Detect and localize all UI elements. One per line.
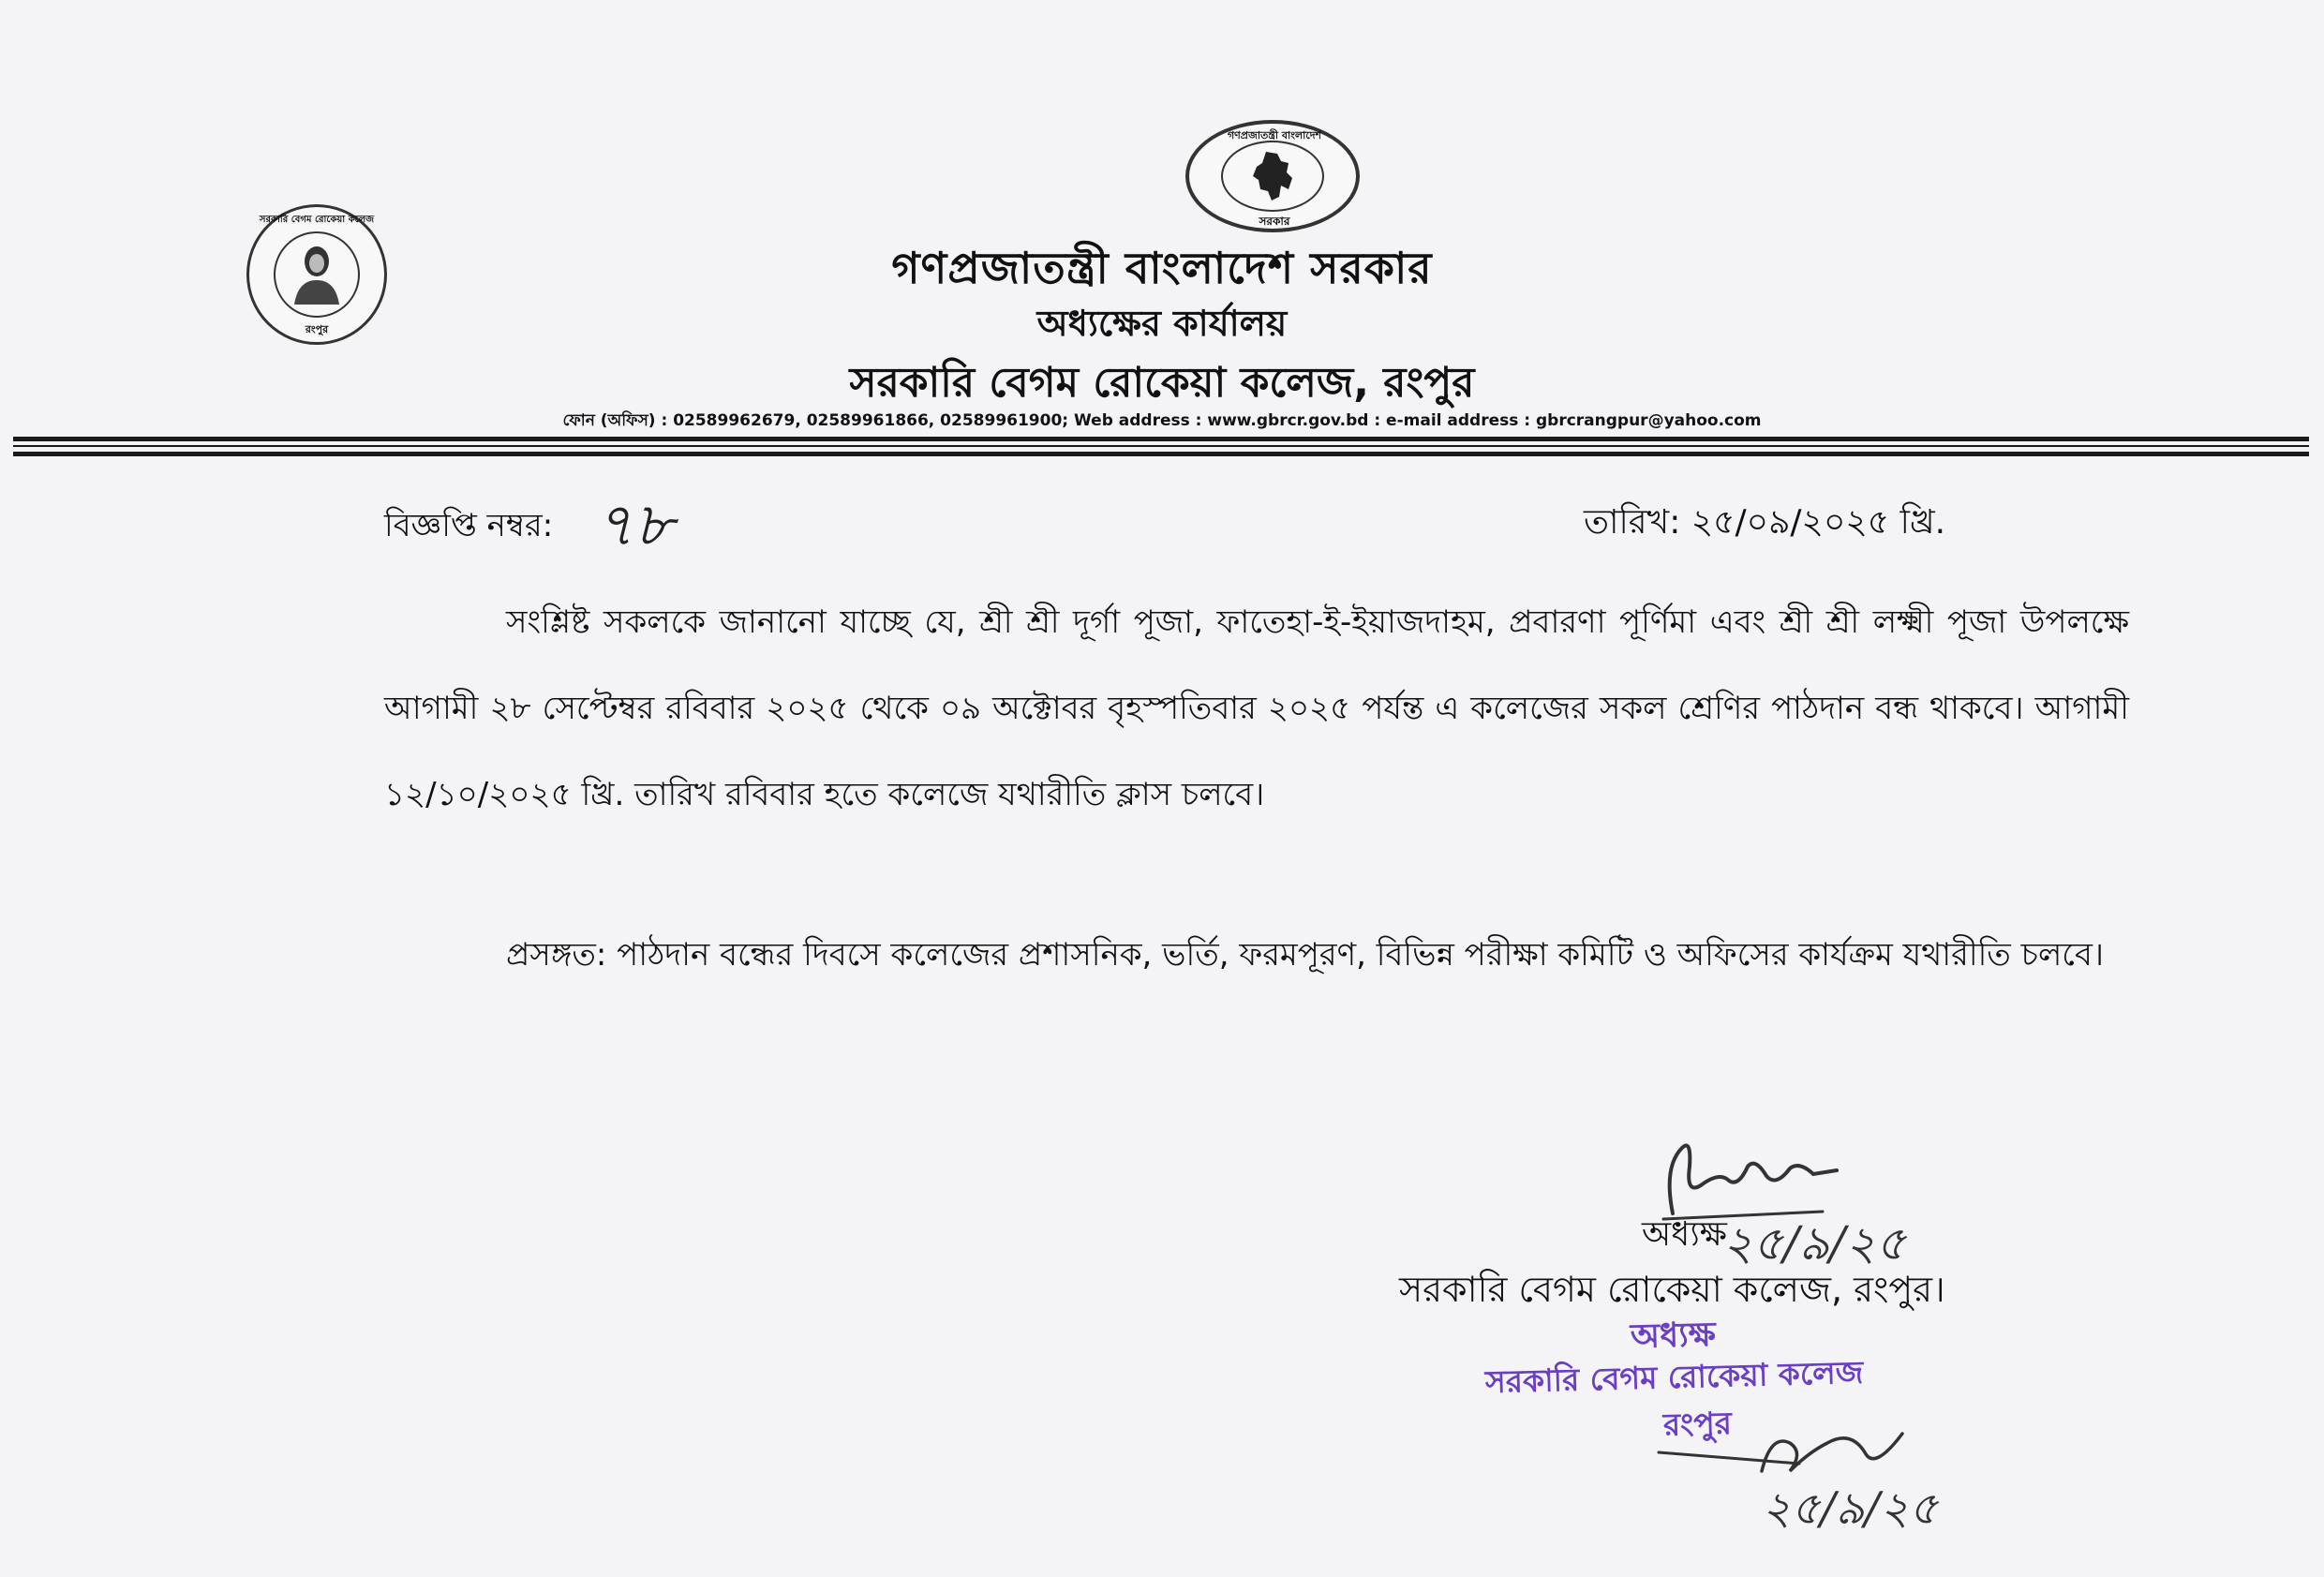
notice-paragraph-1: সংশ্লিষ্ট সকলকে জানানো যাচ্ছে যে, শ্রী শ্রী দূর্গা পূজা, ফাতেহা-ই-ইয়াজদাহম, প্রবারণা পূর্ণিমা এবং শ্রী শ্রী লক্ষ্মী পূজা উপলক্ষে আগামী ২৮ সেপ্টেম্বর রবিবার ২০২৫ থেকে ০৯ অক্টোবর বৃহস্পতিবার ২০২৫ পর্যন্ত এ কলেজের সকল শ্রেণির পাঠদান বন্ধ থাকবে। আগামী ১২/১০/২০২৫ খ্রি. তারিখ রবিবার হতে কলেজে যথারীতি ক্লাস চলবে। — [384, 603, 2129, 813]
letterhead-college-name: সরকারি বেগম রোকেয়া কলেজ, রংপুর — [849, 359, 1475, 407]
stamp-handwritten-date: ২৫/৯/২৫ — [1762, 1482, 1939, 1535]
letterhead-contact-info: ফোন (অফিস) : 02589962679, 02589961866, 02589961900; Web address : www.gbrcr.gov.bd : e-mail address : gbrcrangpur@yahoo.com — [562, 411, 1762, 430]
letterhead-office-name: অধ্যক্ষের কার্যালয় — [1036, 303, 1288, 344]
notice-paragraph-2: প্রসঙ্গত: পাঠদান বন্ধের দিবসে কলেজের প্রশাসনিক, ভর্তি, ফরমপূরণ, বিভিন্ন পরীক্ষা কমিটি ও অফিসের কার্যক্রম যথারীতি চলবে। — [506, 936, 2105, 974]
notice-date: তারিখ: ২৫/০৯/২০২৫ খ্রি. — [1584, 503, 1946, 542]
header-rule-top — [13, 437, 2309, 441]
stamp-college: সরকারি বেগম রোকেয়া কলেজ — [1484, 1353, 1864, 1401]
college-seal-top-text: সরকারি বেগম রোকেয়া কলেজ — [259, 215, 375, 225]
stamp-city: রংপুর — [1662, 1405, 1733, 1443]
government-seal-bottom-text: সরকার — [1259, 215, 1290, 228]
government-seal — [1185, 120, 1360, 232]
header-rule-bottom — [13, 452, 2309, 456]
signature-handwritten-date: ২৫/৯/২৫ — [1722, 1216, 1907, 1271]
government-seal-top-text: গণপ্রজাতন্ত্রী বাংলাদেশ — [1227, 129, 1322, 141]
signatory-designation: অধ্যক্ষ — [1642, 1215, 1727, 1254]
bangladesh-map-icon — [1245, 148, 1302, 204]
signatory-college: সরকারি বেগম রোকেয়া কলেজ, রংপুর। — [1399, 1269, 1945, 1310]
college-seal-bottom-text: রংপুর — [305, 323, 329, 335]
notice-number-handwritten: ৭৮ — [595, 491, 674, 560]
header-rule-middle — [13, 445, 2309, 447]
notice-number-label: বিজ্ঞপ্তি নম্বর: — [384, 507, 554, 544]
letterhead-government-name: গণপ্রজাতন্ত্রী বাংলাদেশ সরকার — [891, 243, 1433, 293]
stamp-title: অধ্যক্ষ — [1630, 1315, 1717, 1357]
